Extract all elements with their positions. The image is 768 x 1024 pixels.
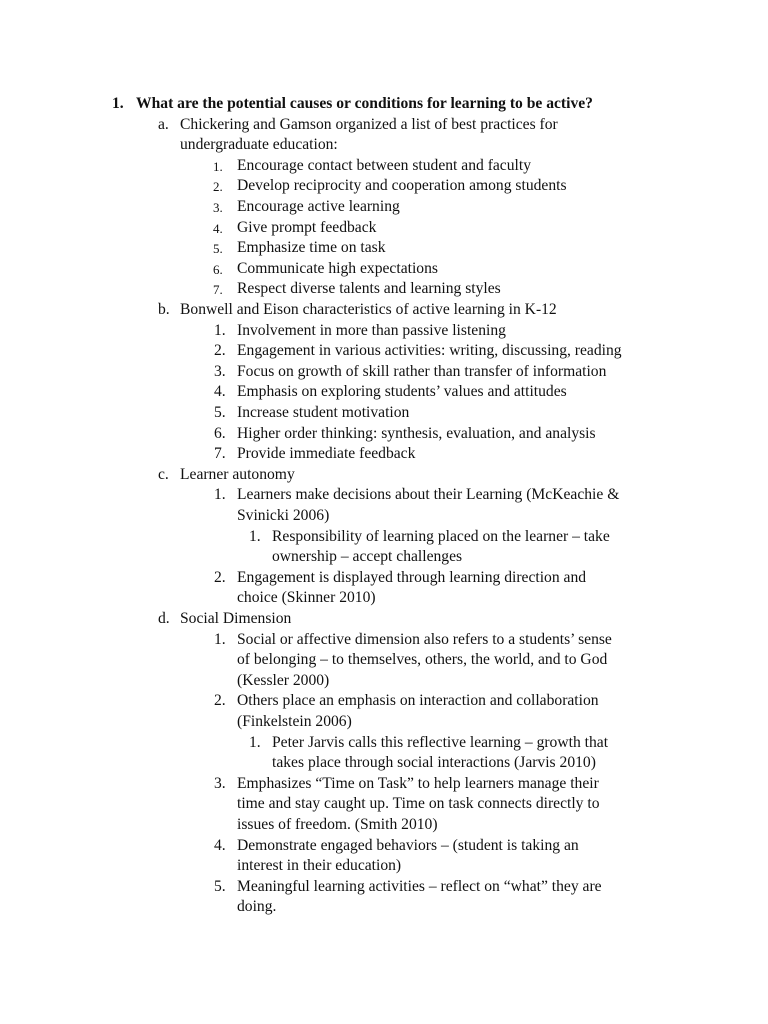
line-text: undergraduate education:	[180, 136, 338, 153]
line-text: Focus on growth of skill rather than transfer of information	[237, 363, 607, 380]
line-text: Svinicki 2006)	[237, 507, 330, 524]
line-text: Learners make decisions about their Learning (McKeachie &	[237, 486, 620, 503]
list-marker: 2.	[213, 179, 223, 194]
list-marker: 2.	[214, 569, 226, 586]
line-text: doing.	[237, 898, 277, 915]
line-text: Respect diverse talents and learning styles	[237, 280, 501, 297]
line-text: Communicate high expectations	[237, 260, 438, 277]
list-marker: 7.	[214, 445, 226, 462]
line-text: Social or affective dimension also refers to a students’ sense	[237, 631, 612, 648]
list-marker: 3.	[213, 200, 223, 215]
list-marker: 3.	[214, 363, 226, 380]
line-text: Give prompt feedback	[237, 219, 377, 236]
line-text: Learner autonomy	[180, 466, 295, 483]
list-marker: 7.	[213, 282, 223, 297]
line-text: Involvement in more than passive listening	[237, 322, 506, 339]
line-text: issues of freedom. (Smith 2010)	[237, 816, 438, 833]
line-text: Peter Jarvis calls this reflective learning – growth that	[272, 734, 609, 751]
line-text: Provide immediate feedback	[237, 445, 416, 462]
list-marker: 1.	[213, 159, 223, 174]
line-text: Engagement is displayed through learning direction and	[237, 569, 587, 586]
line-text: Bonwell and Eison characteristics of active learning in K-12	[180, 301, 557, 318]
list-marker: d.	[158, 610, 170, 627]
line-text: What are the potential causes or conditions for learning to be active?	[136, 95, 593, 112]
list-marker: 2.	[214, 342, 226, 359]
line-text: choice (Skinner 2010)	[237, 589, 376, 606]
list-marker: 1.	[214, 631, 226, 648]
line-text: takes place through social interactions (Jarvis 2010)	[272, 754, 596, 771]
list-marker: c.	[158, 466, 169, 483]
line-text: time and stay caught up. Time on task connects directly to	[237, 795, 600, 812]
line-text: Engagement in various activities: writing, discussing, reading	[237, 342, 622, 359]
line-text: Chickering and Gamson organized a list of best practices for	[180, 116, 558, 133]
list-marker: 1.	[112, 95, 124, 112]
line-text: Emphasize time on task	[237, 239, 386, 256]
line-text: (Kessler 2000)	[237, 672, 330, 689]
line-text: Emphasis on exploring students’ values and attitudes	[237, 383, 567, 400]
list-marker: 1.	[249, 528, 261, 545]
line-text: Encourage contact between student and faculty	[237, 157, 531, 174]
line-text: Demonstrate engaged behaviors – (student is taking an	[237, 837, 579, 854]
line-text: of belonging – to themselves, others, the world, and to God	[237, 651, 608, 668]
line-text: Encourage active learning	[237, 198, 400, 215]
line-text: Social Dimension	[180, 610, 292, 627]
line-text: Higher order thinking: synthesis, evaluation, and analysis	[237, 425, 596, 442]
line-text: Meaningful learning activities – reflect on “what” they are	[237, 878, 602, 895]
list-marker: 1.	[249, 734, 261, 751]
line-text: (Finkelstein 2006)	[237, 713, 352, 730]
list-marker: 3.	[214, 775, 226, 792]
line-text: ownership – accept challenges	[272, 548, 463, 565]
list-marker: 1.	[214, 486, 226, 503]
list-marker: b.	[158, 301, 170, 318]
list-marker: a.	[158, 116, 169, 133]
line-text: Others place an emphasis on interaction and collaboration	[237, 692, 599, 709]
line-text: Increase student motivation	[237, 404, 410, 421]
line-text: Develop reciprocity and cooperation among students	[237, 177, 567, 194]
list-marker: 4.	[214, 837, 226, 854]
line-text: Emphasizes “Time on Task” to help learners manage their	[237, 775, 599, 792]
list-marker: 2.	[214, 692, 226, 709]
list-marker: 6.	[214, 425, 226, 442]
list-marker: 6.	[213, 262, 223, 277]
list-marker: 5.	[214, 878, 226, 895]
list-marker: 5.	[213, 241, 223, 256]
list-marker: 5.	[214, 404, 226, 421]
list-marker: 4.	[214, 383, 226, 400]
list-marker: 4.	[213, 221, 223, 236]
line-text: interest in their education)	[237, 857, 402, 874]
line-text: Responsibility of learning placed on the learner – take	[272, 528, 610, 545]
list-marker: 1.	[214, 322, 226, 339]
